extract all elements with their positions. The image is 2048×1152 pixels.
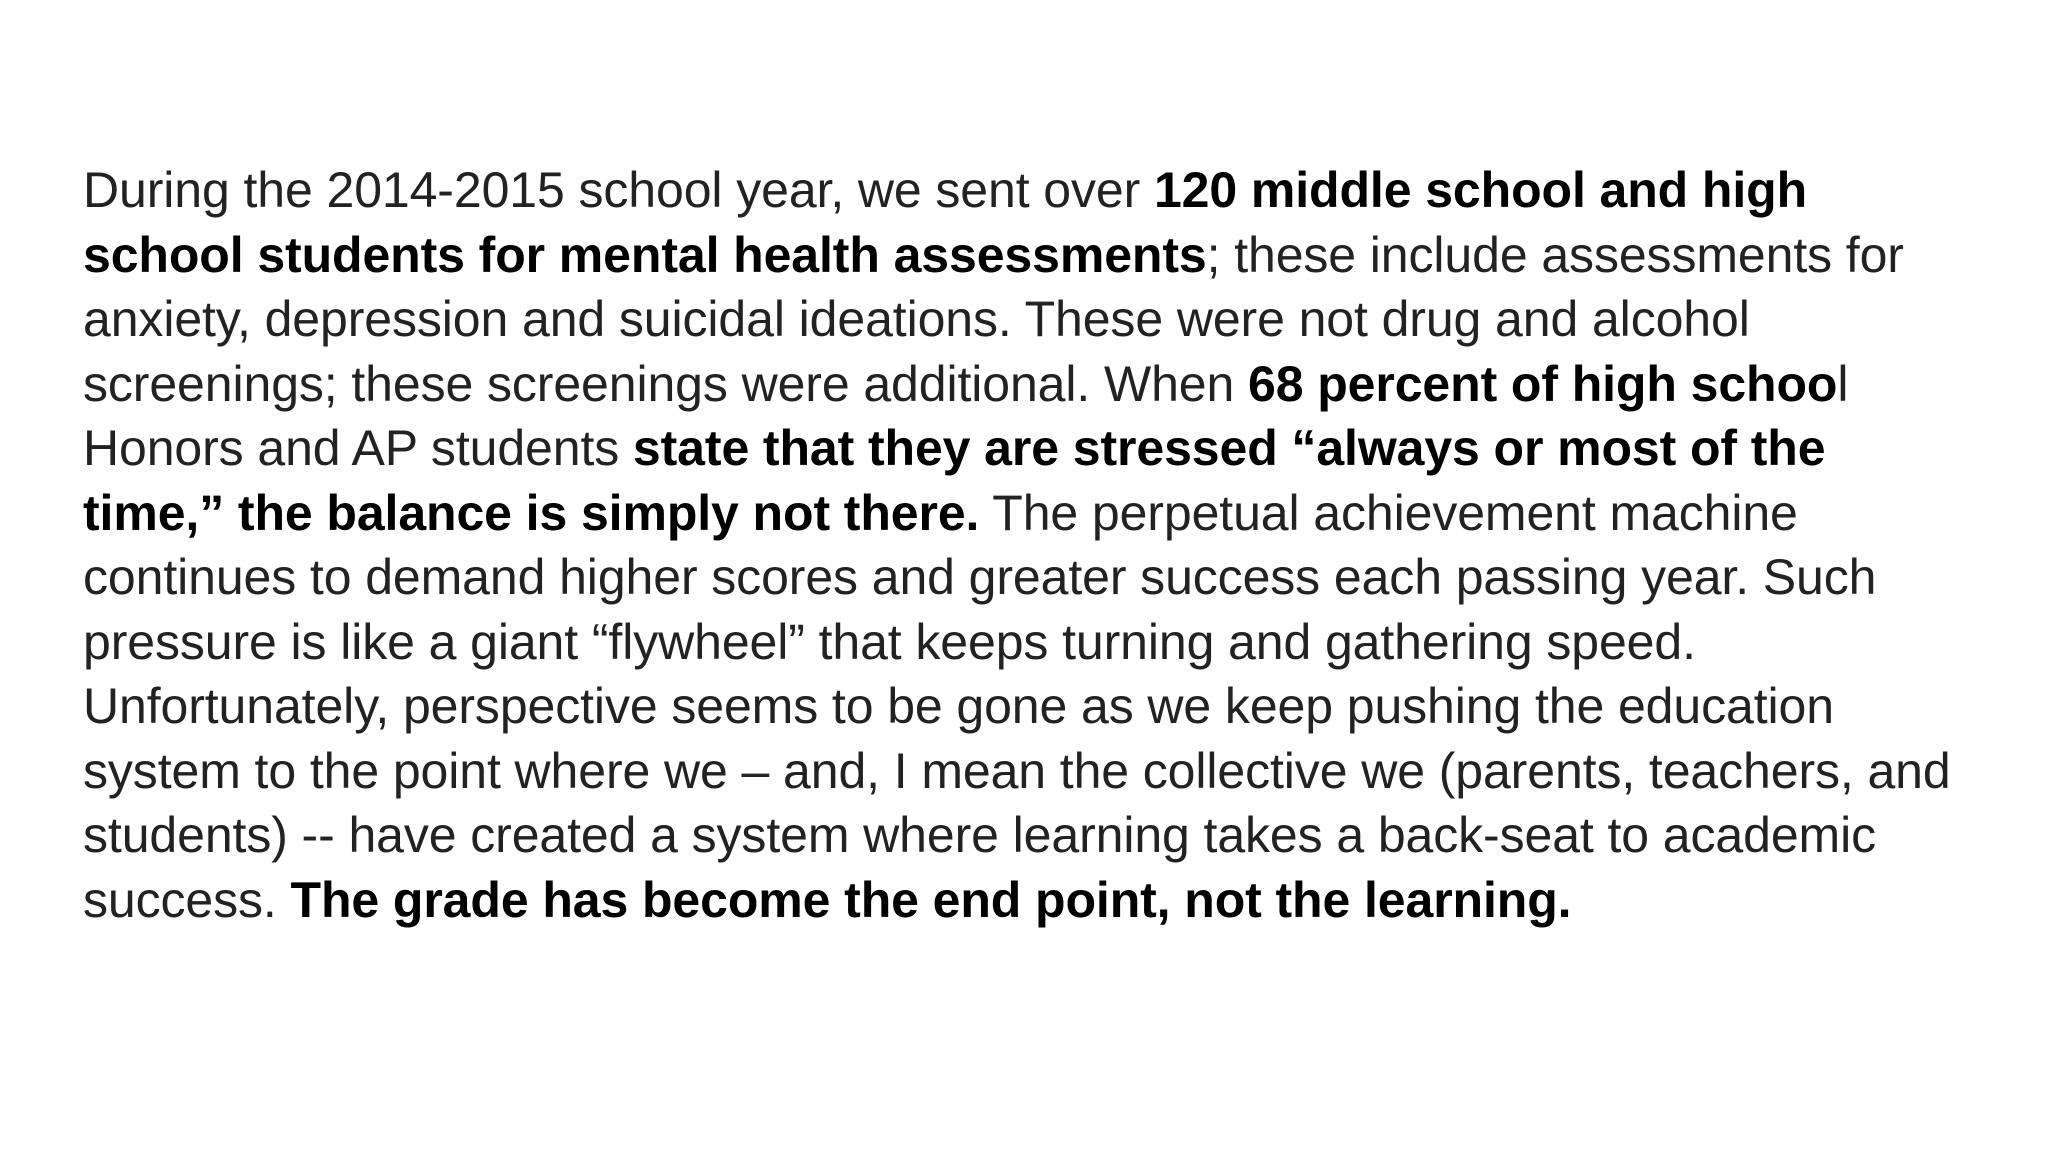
bold-text-run: 68 percent of high schoo [1248,355,1838,412]
bold-text-run: school students for mental health assessments [83,226,1207,283]
text-run: system to the point where we – and, I mean the collective we (parents, teachers, and [83,742,1951,799]
paragraph-line-8 [83,610,2048,675]
text-run: Honors and AP students [83,420,633,476]
text-run: ; these include assessments for [1206,226,1904,283]
bold-text-run: time,” the balance is simply not there. [83,484,980,541]
paragraph-line-2 [83,223,2048,288]
bold-text-run: 120 middle school and high [1153,162,1808,218]
paragraph-line-9 [83,674,2048,739]
text-run: pressure is like a giant “flywheel” that keeps turning and gathering speed. [83,613,1696,670]
paragraph-line-7 [83,545,2048,610]
text-run: l [1837,355,1849,412]
text-run: students) -- have created a system where learning takes a back-seat to academic [83,807,1876,863]
bold-text-run: state that they are stressed “always or most of the [632,420,1826,476]
text-run: success. [83,871,291,928]
text-run: The perpetual achievement machine [979,484,1798,541]
paragraph-line-6 [83,481,2048,546]
paragraph-line-4 [83,352,2048,417]
text-run: Unfortunately, perspective seems to be gone as we keep pushing the education [83,678,1834,734]
text-run: During the 2014-2015 school year, we sent over [83,162,1154,218]
bold-text-run: The grade has become the end point, not the learning. [290,871,1572,928]
paragraph-line-5 [83,416,2048,481]
text-run: screenings; these screenings were additional. When [83,355,1248,412]
paragraph-line-11 [83,803,2048,868]
text-run: continues to demand higher scores and greater success each passing year. Such [83,549,1877,605]
body-paragraph [83,158,2048,932]
paragraph-line-1 [83,158,2048,223]
paragraph-line-12 [83,868,2048,933]
text-run: anxiety, depression and suicidal ideations. These were not drug and alcohol [83,291,1750,347]
paragraph-line-3 [83,287,2048,352]
paragraph-line-10 [83,739,2048,804]
